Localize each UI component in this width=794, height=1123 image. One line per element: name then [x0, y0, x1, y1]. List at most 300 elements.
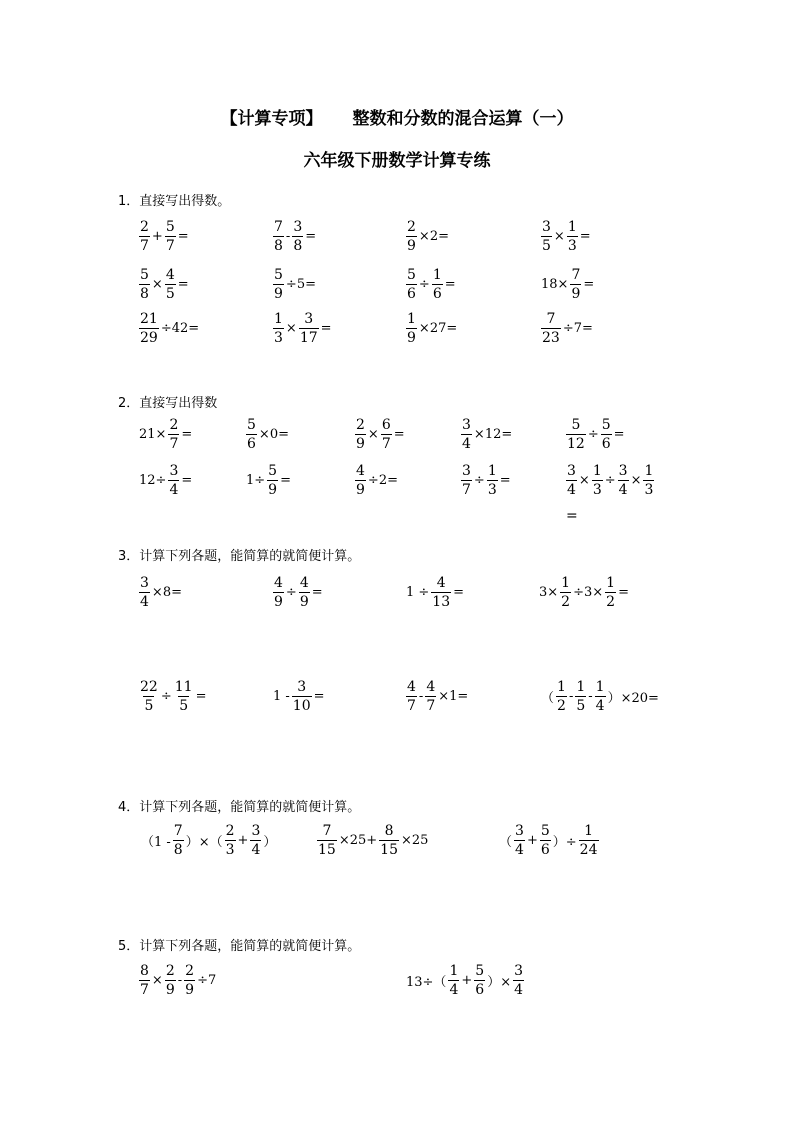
numerator: 11 — [174, 678, 193, 695]
denominator: 4 — [595, 697, 605, 714]
numerator: 1 — [407, 310, 416, 327]
fraction — [168, 418, 179, 451]
denominator: 24 — [579, 841, 598, 858]
numerator: 5 — [540, 822, 550, 839]
numerator: 1 — [561, 574, 571, 591]
math-problem — [405, 266, 457, 302]
operator-text: - — [568, 688, 574, 704]
operator-text: ÷ — [473, 472, 485, 488]
numerator: 3 — [140, 574, 149, 591]
denominator: 4 — [462, 435, 471, 452]
fraction — [618, 464, 629, 497]
fraction — [566, 464, 577, 497]
operator-text: + — [237, 832, 249, 848]
title-tag: 【计算专项】 — [220, 109, 323, 129]
numerator: 2 — [140, 218, 149, 235]
denominator: 6 — [432, 285, 442, 302]
numerator: 7 — [571, 266, 581, 283]
fraction — [139, 576, 150, 609]
denominator: 4 — [618, 481, 628, 498]
numerator: 3 — [514, 962, 524, 979]
fraction — [541, 220, 552, 253]
fraction — [139, 680, 159, 713]
denominator: 7 — [426, 697, 436, 714]
numerator: 2 — [169, 416, 179, 433]
numerator: 5 — [407, 266, 416, 283]
numerator: 1 — [487, 462, 497, 479]
denominator: 29 — [140, 329, 158, 346]
fraction — [273, 268, 284, 301]
denominator: 5 — [542, 237, 551, 254]
operator-text: ）×（ — [185, 834, 223, 850]
fraction — [487, 464, 498, 497]
operator-text: = — [177, 276, 189, 292]
numerator: 8 — [140, 962, 149, 979]
math-problem — [245, 462, 292, 498]
denominator: 7 — [165, 237, 175, 254]
denominator: 3 — [644, 481, 654, 498]
numerator: 2 — [356, 416, 365, 433]
numerator: 5 — [571, 416, 581, 433]
math-problem — [405, 678, 469, 714]
denominator: 5 — [576, 697, 586, 714]
numerator: 5 — [247, 416, 256, 433]
fraction — [174, 680, 194, 713]
math-problem — [138, 462, 193, 498]
operator-text: × — [367, 426, 379, 442]
numerator: 5 — [601, 416, 611, 433]
title-topic: 整数和分数的混合运算（一） — [352, 109, 574, 129]
fraction — [514, 824, 525, 857]
numerator: 22 — [140, 678, 158, 695]
operator-text: = — [181, 426, 193, 442]
numerator: 3 — [462, 416, 471, 433]
operator-text: = — [393, 426, 405, 442]
math-problem — [354, 462, 399, 498]
denominator: 12 — [567, 435, 585, 452]
denominator: 6 — [540, 841, 550, 858]
fraction — [541, 312, 561, 345]
math-problem — [272, 678, 326, 714]
fraction — [273, 576, 284, 609]
denominator: 8 — [274, 237, 283, 254]
operator-text: 21× — [139, 426, 167, 442]
numerator: 5 — [165, 218, 175, 235]
numerator: 4 — [436, 574, 446, 591]
fraction — [292, 220, 303, 253]
math-problem — [460, 462, 512, 498]
page-subtitle: 六年级下册数学计算专练 — [303, 151, 491, 171]
operator-text: = — [195, 688, 207, 704]
denominator: 5 — [165, 285, 175, 302]
operator-text: = — [305, 228, 317, 244]
denominator: 3 — [592, 481, 602, 498]
operator-text: 18× — [541, 276, 569, 292]
denominator: 8 — [293, 237, 303, 254]
denominator: 2 — [557, 697, 566, 714]
denominator: 9 — [571, 285, 581, 302]
numerator: 4 — [356, 462, 365, 479]
numerator: 1 — [274, 310, 283, 327]
denominator: 9 — [356, 435, 365, 452]
operator-text: ） — [263, 834, 277, 850]
denominator: 9 — [274, 593, 283, 610]
operator-text: + — [151, 228, 163, 244]
math-problem — [405, 310, 458, 346]
section-heading: 1．直接写出得数。 — [118, 194, 231, 209]
operator-text: 13÷（ — [406, 974, 447, 990]
numerator: 5 — [268, 462, 278, 479]
math-problem — [138, 266, 190, 302]
operator-text: - — [177, 972, 183, 988]
fraction — [139, 220, 150, 253]
numerator: 1 — [449, 962, 459, 979]
denominator: 3 — [274, 329, 283, 346]
fraction — [461, 418, 472, 451]
denominator: 3 — [567, 237, 577, 254]
fraction — [601, 418, 612, 451]
denominator: 6 — [407, 285, 416, 302]
fraction — [299, 312, 319, 345]
math-problem — [498, 822, 600, 858]
math-problem — [316, 822, 429, 858]
fraction — [556, 680, 567, 713]
numerator: 3 — [515, 822, 524, 839]
operator-text: ÷ — [418, 276, 430, 292]
operator-text: × — [553, 228, 565, 244]
operator-text: × — [151, 276, 163, 292]
math-problem — [245, 416, 290, 452]
operator-text: = — [579, 228, 591, 244]
operator-text: （1 - — [141, 834, 171, 850]
math-problem — [405, 574, 465, 610]
numerator: 21 — [140, 310, 158, 327]
fraction — [431, 576, 451, 609]
fraction — [406, 220, 417, 253]
fraction — [355, 464, 366, 497]
math-problem — [140, 822, 277, 858]
denominator: 4 — [449, 981, 459, 998]
operator-text: - — [285, 228, 291, 244]
fraction — [560, 576, 571, 609]
numerator: 1 — [592, 462, 602, 479]
section-heading: 2．直接写出得数 — [118, 396, 218, 411]
numerator: 2 — [185, 962, 195, 979]
numerator: 1 — [567, 218, 577, 235]
fraction — [425, 680, 436, 713]
operator-text: ÷42= — [160, 320, 200, 336]
numerator: 2 — [165, 962, 175, 979]
fraction — [379, 824, 399, 857]
operator-text: ÷ — [604, 472, 616, 488]
denominator: 5 — [144, 697, 154, 714]
numerator: 7 — [173, 822, 183, 839]
numerator: 7 — [274, 218, 283, 235]
denominator: 17 — [299, 329, 318, 346]
operator-text: ×27= — [418, 320, 458, 336]
denominator: 3 — [487, 481, 497, 498]
fraction — [406, 680, 417, 713]
operator-text: ÷ — [285, 584, 297, 600]
operator-text: ÷3× — [573, 584, 604, 600]
operator-text: 12÷ — [139, 472, 167, 488]
fraction — [540, 824, 551, 857]
numerator: 1 — [557, 678, 566, 695]
denominator: 2 — [561, 593, 571, 610]
fraction — [643, 464, 654, 497]
operator-text: = — [613, 426, 625, 442]
denominator: 15 — [318, 841, 336, 858]
operator-text: （ — [499, 834, 513, 850]
fraction — [184, 964, 195, 997]
denominator: 9 — [165, 981, 175, 998]
numerator: 3 — [169, 462, 179, 479]
numerator: 3 — [542, 218, 551, 235]
math-problem — [138, 678, 207, 714]
operator-text: 1 - — [273, 688, 290, 704]
math-problem — [138, 218, 190, 254]
math-problem — [272, 266, 317, 302]
fraction — [139, 312, 159, 345]
denominator: 9 — [407, 329, 416, 346]
section-heading: 3．计算下列各题，能简算的就简便计算。 — [118, 549, 361, 564]
fraction — [406, 268, 417, 301]
denominator: 4 — [251, 841, 261, 858]
operator-text: ×25+ — [338, 832, 378, 848]
numerator: 4 — [274, 574, 283, 591]
numerator: 3 — [567, 462, 576, 479]
fraction — [579, 824, 599, 857]
math-problem — [538, 574, 630, 610]
fraction — [461, 464, 472, 497]
operator-text: 1÷ — [246, 472, 266, 488]
fraction — [355, 418, 366, 451]
math-problem — [138, 416, 193, 452]
denominator: 9 — [185, 981, 195, 998]
denominator: 9 — [274, 285, 283, 302]
fraction — [292, 680, 312, 713]
section-heading: 5．计算下列各题，能简算的就简便计算。 — [118, 939, 361, 954]
operator-text: 3× — [539, 584, 559, 600]
denominator: 7 — [462, 481, 471, 498]
fraction — [139, 964, 150, 997]
operator-text: = — [583, 276, 595, 292]
fraction — [299, 576, 310, 609]
operator-text: （ — [541, 690, 555, 706]
operator-text: = — [320, 320, 332, 336]
denominator: 6 — [601, 435, 611, 452]
operator-text: = — [280, 472, 291, 488]
numerator: 4 — [407, 678, 416, 695]
operator-text: = — [444, 276, 456, 292]
numerator: 3 — [251, 822, 261, 839]
fraction — [595, 680, 606, 713]
math-problem — [138, 310, 200, 346]
fraction — [513, 964, 524, 997]
denominator: 6 — [247, 435, 256, 452]
denominator: 4 — [567, 481, 576, 498]
numerator: 3 — [293, 218, 303, 235]
math-problem — [138, 574, 183, 610]
math-problem — [460, 416, 513, 452]
operator-text: ÷5= — [285, 276, 316, 292]
fraction — [168, 464, 179, 497]
fraction — [267, 464, 278, 497]
section-heading: 4．计算下列各题，能简算的就简便计算。 — [118, 800, 361, 815]
operator-text: × — [285, 320, 297, 336]
operator-text: = — [311, 584, 323, 600]
fraction — [432, 268, 443, 301]
fraction — [225, 824, 236, 857]
numerator: 7 — [322, 822, 332, 839]
fraction — [139, 268, 150, 301]
operator-text: ÷ — [160, 688, 172, 704]
fraction — [165, 220, 176, 253]
denominator: 9 — [299, 593, 309, 610]
operator-text: - — [588, 688, 593, 704]
fraction — [605, 576, 616, 609]
denominator: 8 — [140, 285, 149, 302]
denominator: 13 — [432, 593, 451, 610]
operator-text: ÷7= — [562, 320, 593, 336]
answer-equals: = — [566, 508, 578, 524]
math-problem — [565, 416, 626, 452]
numerator: 4 — [165, 266, 175, 283]
operator-text: × — [151, 972, 163, 988]
numerator: 1 — [595, 678, 605, 695]
operator-text: × — [630, 472, 642, 488]
fraction — [246, 418, 257, 451]
math-problem — [540, 310, 594, 346]
numerator: 1 — [576, 678, 586, 695]
math-problem — [540, 266, 595, 302]
operator-text: ×8= — [151, 584, 182, 600]
numerator: 5 — [140, 266, 149, 283]
denominator: 4 — [140, 593, 149, 610]
operator-text: ）× — [487, 974, 512, 990]
denominator: 7 — [407, 697, 416, 714]
numerator: 3 — [304, 310, 314, 327]
numerator: 5 — [274, 266, 283, 283]
fraction — [575, 680, 586, 713]
denominator: 4 — [514, 981, 524, 998]
fraction — [406, 312, 417, 345]
fraction — [448, 964, 459, 997]
operator-text: - — [418, 688, 424, 704]
numerator: 5 — [475, 962, 485, 979]
denominator: 9 — [356, 481, 365, 498]
fraction — [250, 824, 261, 857]
page-title — [0, 104, 794, 129]
math-problem — [540, 678, 660, 714]
denominator: 7 — [169, 435, 179, 452]
numerator: 2 — [225, 822, 235, 839]
operator-text: = — [181, 472, 193, 488]
numerator: 3 — [297, 678, 307, 695]
denominator: 8 — [173, 841, 183, 858]
math-problem — [405, 962, 525, 998]
denominator: 6 — [475, 981, 485, 998]
math-problem — [565, 462, 655, 498]
numerator: 1 — [644, 462, 654, 479]
operator-text: = — [453, 584, 465, 600]
fraction — [165, 964, 176, 997]
numerator: 3 — [462, 462, 471, 479]
operator-text: ÷ — [587, 426, 599, 442]
operator-text: = — [618, 584, 629, 600]
numerator: 1 — [606, 574, 616, 591]
operator-text: = — [499, 472, 511, 488]
denominator: 23 — [542, 329, 560, 346]
operator-text: = — [313, 688, 325, 704]
numerator: 1 — [584, 822, 594, 839]
math-problem — [138, 962, 217, 998]
operator-text: ）÷ — [552, 834, 577, 850]
fraction — [173, 824, 184, 857]
fraction — [273, 220, 284, 253]
numerator: 1 — [432, 266, 442, 283]
fraction — [592, 464, 603, 497]
numerator: 8 — [384, 822, 394, 839]
math-problem — [354, 416, 406, 452]
math-problem — [272, 574, 324, 610]
fraction — [317, 824, 337, 857]
denominator: 7 — [140, 237, 149, 254]
math-problem — [272, 218, 317, 254]
denominator: 2 — [606, 593, 616, 610]
denominator: 7 — [140, 981, 149, 998]
operator-text: ×2= — [418, 228, 449, 244]
fraction — [567, 220, 578, 253]
operator-text: ÷7 — [197, 972, 217, 988]
fraction — [273, 312, 284, 345]
numerator: 6 — [381, 416, 391, 433]
operator-text: + — [526, 832, 538, 848]
math-problem — [272, 310, 333, 346]
denominator: 9 — [407, 237, 416, 254]
denominator: 5 — [179, 697, 189, 714]
math-problem — [540, 218, 592, 254]
denominator: 7 — [381, 435, 391, 452]
operator-text: ×12= — [473, 426, 513, 442]
operator-text: × — [578, 472, 590, 488]
fraction — [474, 964, 485, 997]
fraction — [566, 418, 586, 451]
operator-text: ×1= — [438, 688, 469, 704]
operator-text: ）×20= — [607, 690, 659, 706]
denominator: 9 — [268, 481, 278, 498]
operator-text: = — [177, 228, 189, 244]
numerator: 3 — [618, 462, 628, 479]
operator-text: 1 ÷ — [406, 584, 430, 600]
operator-text: ×25 — [400, 832, 429, 848]
denominator: 3 — [225, 841, 235, 858]
math-problem — [405, 218, 450, 254]
numerator: 7 — [546, 310, 556, 327]
fraction — [165, 268, 176, 301]
denominator: 10 — [292, 697, 311, 714]
denominator: 4 — [169, 481, 179, 498]
operator-text: ÷2= — [367, 472, 398, 488]
denominator: 15 — [380, 841, 398, 858]
numerator: 2 — [407, 218, 416, 235]
operator-text: ×0= — [258, 426, 289, 442]
numerator: 4 — [426, 678, 436, 695]
fraction — [381, 418, 392, 451]
denominator: 4 — [515, 841, 524, 858]
fraction — [570, 268, 581, 301]
operator-text: + — [461, 972, 473, 988]
